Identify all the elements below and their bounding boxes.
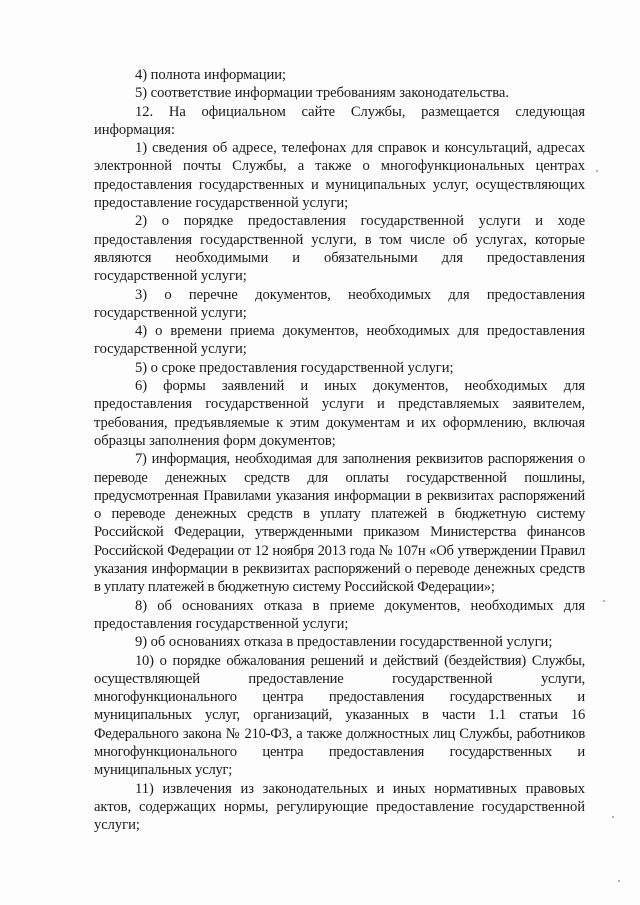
- paragraph-info-1-contacts: 1) сведения об адресе, телефонах для справок и консультаций, адресах электронной почты Службы, а также о многофункциональных центрах предоставления государственных и муниципальных услуг, осуществляющих предоставление государственной услуги;: [94, 140, 585, 212]
- scan-speck: [618, 880, 620, 882]
- paragraph-info-4-reception-time: 4) о времени приема документов, необходимых для предоставления государственной услуги;: [94, 323, 585, 358]
- scan-speck: [612, 816, 614, 818]
- paragraph-info-3-document-list: 3) о перечне документов, необходимых для предоставления государственной услуги;: [94, 286, 585, 321]
- paragraph-info-6-forms: 6) формы заявлений и иных документов, необходимых для предоставления государственной услуги и представляемых заявителем, требования, предъявляемые к этим документам и их оформлению, включая образцы заполнения форм документов;: [94, 378, 585, 449]
- paragraph-info-7-payment-details: 7) информация, необходимая для заполнения реквизитов распоряжения о переводе денежных средств для оплаты государственной пошлины, предусмотренная Правилами указания информации в реквизитах распоряжений о переводе денежных средств в уплату платежей в бюджетную систему Российской Федерации, утвержденными приказом Министерства финансов Российской Федерации от 12 ноября 2013 года № 107н «Об утверждении Правил указания информации в реквизитах распоряжений о переводе денежных средств в уплату платежей в бюджетную систему Российской Федерации»;: [94, 451, 585, 596]
- paragraph-item-4-completeness: 4) полнота информации;: [135, 67, 287, 83]
- scan-speck: [603, 600, 605, 602]
- paragraph-info-11-extracts: 11) извлечения из законодательных и иных нормативных правовых актов, содержащих нормы, регулирующие предоставление государственной услуги;: [94, 780, 585, 834]
- paragraph-info-9-refusal-provision: 9) об основаниях отказа в предоставлении государственной услуги;: [135, 634, 553, 651]
- scan-speck: [596, 170, 598, 172]
- document-text: [94, 66, 585, 834]
- paragraph-section-12: 12. На официальном сайте Службы, размещается следующая информация:: [94, 103, 585, 138]
- paragraph-info-5-term: 5) о сроке предоставления государственной услуги;: [135, 359, 454, 376]
- paragraph-info-2-procedure: 2) о порядке предоставления государственной услуги и ходе предоставления государственной услуги, в том числе об услугах, которые являются необходимыми и обязательными для предоставления государственной услуги;: [94, 213, 585, 285]
- paragraph-info-8-refusal-acceptance: 8) об основаниях отказа в приеме документов, необходимых для предоставления государственной услуги;: [94, 597, 585, 632]
- paragraph-item-5-compliance: 5) соответствие информации требованиям законодательства.: [135, 85, 509, 102]
- paragraph-info-10-appeal: 10) о порядке обжалования решений и действий (бездействия) Службы, осуществляющей предоставление государственной услуги, многофункционального центра предоставления государственных и муниципальных услуг, организаций, указанных в части 1.1 статьи 16 Федерального закона № 210-ФЗ, а также должностных лиц Службы, работников многофункционального центра предоставления государственных и муниципальных услуг;: [94, 652, 585, 779]
